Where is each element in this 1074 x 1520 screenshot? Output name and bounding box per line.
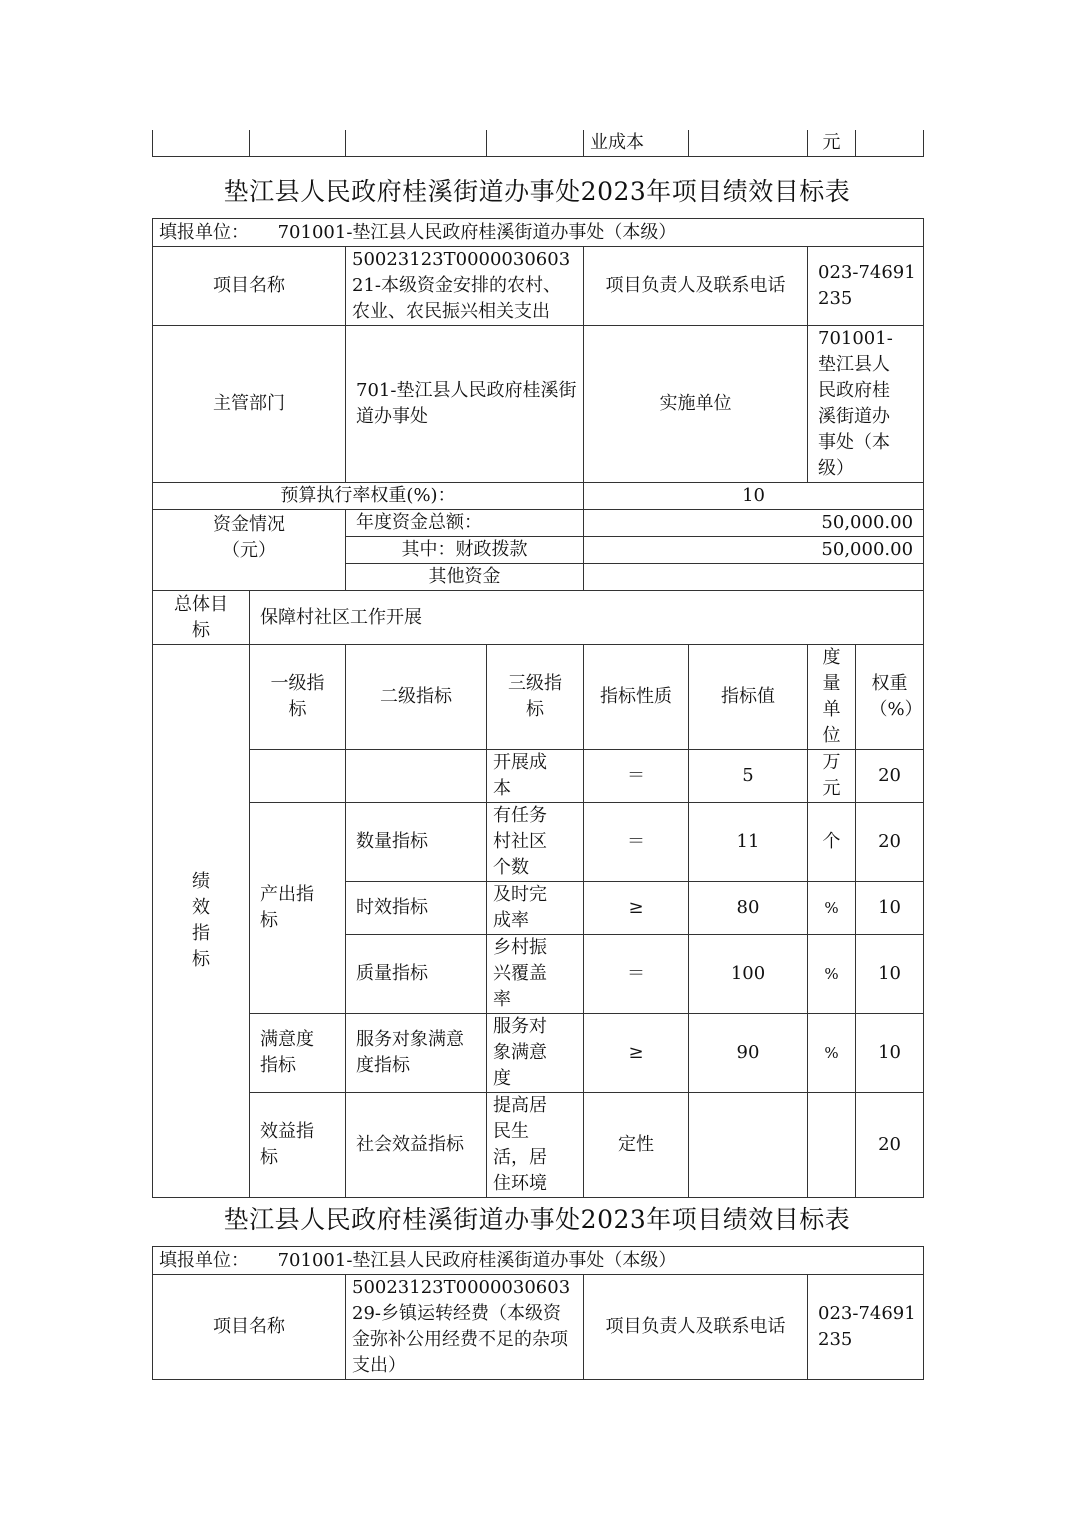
output-value-2: 100 (689, 935, 808, 1014)
header-nature: 指标性质 (584, 645, 689, 750)
fill-unit-value: 701001-垫江县人民政府桂溪街道办事处（本级） (277, 221, 677, 243)
project-name-value: 50023123T000003060321-本级资金安排的农村、农业、农民振兴相关支出 (346, 247, 584, 326)
output-nature-1: ≥ (584, 882, 689, 935)
unit-fragment: 元 (808, 130, 856, 157)
output-l3-0: 有任务村社区个数 (487, 803, 584, 882)
output-weight-1: 10 (856, 882, 924, 935)
project-name-label-2: 项目名称 (153, 1275, 346, 1380)
contact-label-2: 项目负责人及联系电话 (584, 1275, 808, 1380)
output-nature-0: ＝ (584, 803, 689, 882)
cost-unit: 万元 (808, 750, 856, 803)
table-title-1: 垫江县人民政府桂溪街道办事处2023年项目绩效目标表 (223, 177, 851, 206)
goal-value: 保障村社区工作开展 (250, 591, 924, 645)
header-l2: 二级指标 (346, 645, 487, 750)
header-unit: 度量单位 (808, 645, 856, 750)
benefit-weight: 20 (856, 1093, 924, 1198)
performance-table-1 (152, 218, 924, 1198)
dept-value: 701-垫江县人民政府桂溪街道办事处 (346, 326, 584, 483)
fill-unit-row-2 (153, 1247, 924, 1275)
benefit-value (689, 1093, 808, 1198)
table-title-2: 垫江县人民政府桂溪街道办事处2023年项目绩效目标表 (223, 1205, 851, 1234)
output-nature-2: ＝ (584, 935, 689, 1014)
satisfaction-value: 90 (689, 1014, 808, 1093)
perf-label: 绩效指标 (153, 645, 250, 1198)
cost-label-fragment: 业成本 (584, 130, 689, 157)
output-unit-2: % (808, 935, 856, 1014)
output-value-0: 11 (689, 803, 808, 882)
fund-total-value: 50,000.00 (584, 510, 924, 537)
contact-value: 023-74691235 (808, 247, 924, 326)
output-l3-2: 乡村振兴覆盖率 (487, 935, 584, 1014)
output-unit-0: 个 (808, 803, 856, 882)
fund-total-label: 年度资金总额： (346, 510, 584, 537)
output-l3-1: 及时完成率 (487, 882, 584, 935)
header-l3: 三级指标 (487, 645, 584, 750)
output-weight-0: 20 (856, 803, 924, 882)
cost-l3: 开展成本 (487, 750, 584, 803)
header-l1: 一级指标 (250, 645, 346, 750)
fund-other-value (584, 564, 924, 591)
performance-table-2 (152, 1246, 924, 1380)
fund-label: 资金情况（元） (153, 510, 346, 591)
contact-label: 项目负责人及联系电话 (584, 247, 808, 326)
output-l2-0: 数量指标 (346, 803, 487, 882)
benefit-l3: 提高居民生活，居住环境 (487, 1093, 584, 1198)
cost-nature: ＝ (584, 750, 689, 803)
benefit-unit (808, 1093, 856, 1198)
satisfaction-l1: 满意度指标 (250, 1014, 346, 1093)
fill-unit-value-2: 701001-垫江县人民政府桂溪街道办事处（本级） (277, 1249, 677, 1271)
header-weight: 权重（%） (856, 645, 924, 750)
project-name-value-2: 50023123T000003060329-乡镇运转经费（本级资金弥补公用经费不足的杂项支出） (346, 1275, 584, 1380)
fill-unit-label: 填报单位： (159, 221, 249, 243)
satisfaction-l2: 服务对象满意度指标 (346, 1014, 487, 1093)
project-name-label: 项目名称 (153, 247, 346, 326)
contact-value-2: 023-74691235 (808, 1275, 924, 1380)
satisfaction-l3: 服务对象满意度 (487, 1014, 584, 1093)
output-weight-2: 10 (856, 935, 924, 1014)
fill-unit-label-2: 填报单位： (159, 1249, 249, 1271)
output-unit-1: % (808, 882, 856, 935)
header-value: 指标值 (689, 645, 808, 750)
budget-rate-value: 10 (584, 483, 924, 510)
benefit-nature: 定性 (584, 1093, 689, 1198)
benefit-l1: 效益指标 (250, 1093, 346, 1198)
fund-other-label: 其他资金 (346, 564, 584, 591)
output-l2-2: 质量指标 (346, 935, 487, 1014)
cost-value: 5 (689, 750, 808, 803)
fill-unit-row (153, 219, 924, 247)
cost-weight: 20 (856, 750, 924, 803)
output-value-1: 80 (689, 882, 808, 935)
benefit-l2: 社会效益指标 (346, 1093, 487, 1198)
budget-rate-label: 预算执行率权重(%)： (153, 483, 584, 510)
satisfaction-weight: 10 (856, 1014, 924, 1093)
dept-label: 主管部门 (153, 326, 346, 483)
output-l2-1: 时效指标 (346, 882, 487, 935)
impl-value: 701001-垫江县人民政府桂溪街道办事处（本级） (808, 326, 924, 483)
top-fragment-table (152, 130, 924, 157)
fund-fiscal-label: 其中：财政拨款 (346, 537, 584, 564)
goal-label: 总体目标 (153, 591, 250, 645)
fund-fiscal-value: 50,000.00 (584, 537, 924, 564)
satisfaction-nature: ≥ (584, 1014, 689, 1093)
impl-label: 实施单位 (584, 326, 808, 483)
output-label: 产出指标 (250, 803, 346, 1014)
satisfaction-unit: % (808, 1014, 856, 1093)
